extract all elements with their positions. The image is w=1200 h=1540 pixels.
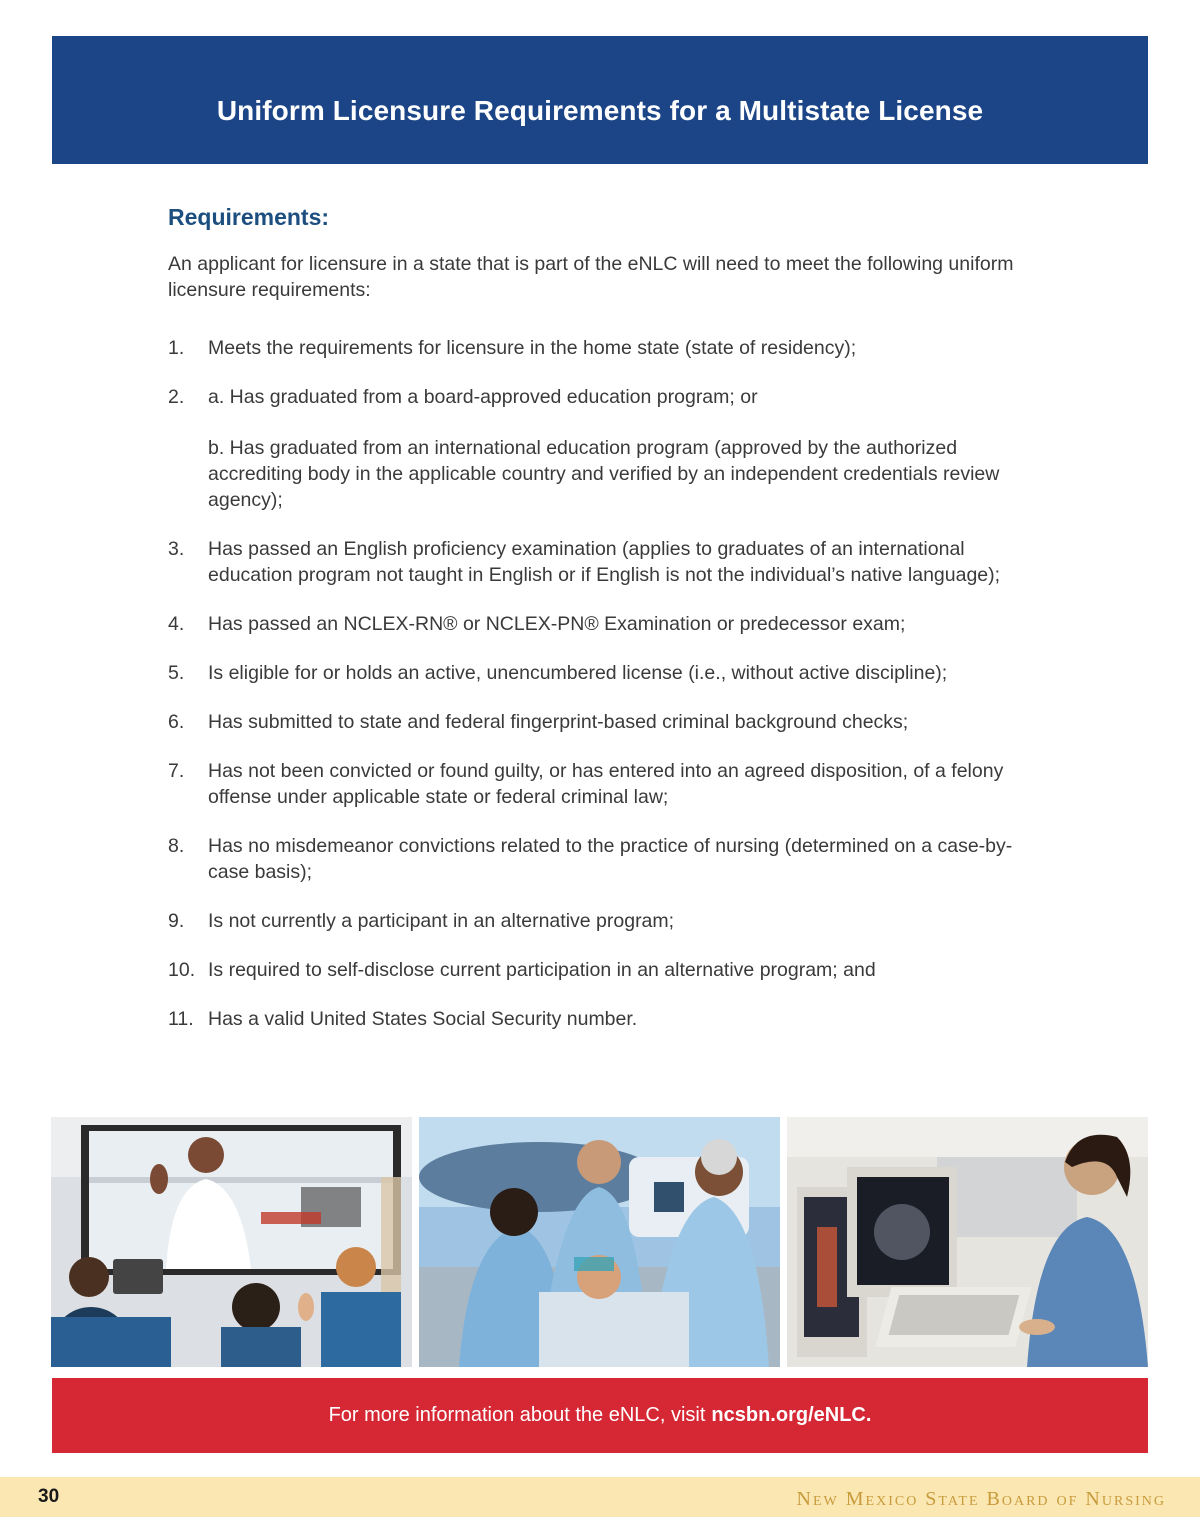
list-item <box>168 335 1048 361</box>
list-item-text: Has not been convicted or found guilty, or has entered into an agreed disposition, of a felony offense under applicable state or federal criminal law; <box>208 760 1004 808</box>
list-item <box>168 957 1048 983</box>
list-item-body <box>208 660 1048 686</box>
list-item-text: Has no misdemeanor convictions related to the practice of nursing (determined on a case-by-case basis); <box>208 835 1013 883</box>
list-item-body <box>208 536 1048 588</box>
list-item-body <box>208 833 1048 885</box>
list-item-number: 1. <box>168 337 185 359</box>
intro-paragraph: An applicant for licensure in a state that is part of the eNLC will need to meet the following uniform licensure requirements: <box>168 253 1014 301</box>
page-number: 30 <box>38 1486 60 1507</box>
list-item <box>168 611 1048 637</box>
list-item-number: 8. <box>168 835 185 857</box>
list-item <box>168 384 1048 513</box>
list-item-number: 10. <box>168 959 196 981</box>
footer-organization: New Mexico State Board of Nursing <box>796 1487 1166 1510</box>
list-item-body <box>208 908 1048 934</box>
list-item-text: Is not currently a participant in an alternative program; <box>208 910 675 932</box>
list-item-text: Is eligible for or holds an active, unencumbered license (i.e., without active discipline); <box>208 662 948 684</box>
list-item-text: b. Has graduated from an international education program (approved by the authorized accrediting body in the applicable country and verified by an independent credentials review agency); <box>208 437 1000 511</box>
list-item-text: Has submitted to state and federal fingerprint-based criminal background checks; <box>208 711 909 733</box>
ncsbn-link[interactable]: ncsbn.org/eNLC. <box>711 1404 872 1426</box>
page-title: Uniform Licensure Requirements for a Multistate License <box>216 95 984 126</box>
list-item-body <box>208 758 1048 810</box>
list-item-text: Meets the requirements for licensure in the home state (state of residency); <box>208 337 857 359</box>
list-item-number: 9. <box>168 910 185 932</box>
section-heading: Requirements: <box>168 204 330 230</box>
list-item-number: 7. <box>168 760 185 782</box>
info-text: For more information about the eNLC, visit <box>328 1404 706 1426</box>
requirements-section <box>168 204 1048 1055</box>
list-item-number: 6. <box>168 711 185 733</box>
page-footer <box>0 1477 1200 1517</box>
list-item-number: 3. <box>168 538 185 560</box>
list-item <box>168 536 1048 588</box>
list-item-body <box>208 957 1048 983</box>
list-item-text: Is required to self-disclose current participation in an alternative program; and <box>208 959 876 981</box>
list-item <box>168 758 1048 810</box>
photo-video-conference <box>51 1117 412 1367</box>
list-item-body <box>208 335 1048 361</box>
list-item-number: 11. <box>168 1008 194 1030</box>
list-item-body <box>208 611 1048 637</box>
photo-nurse-computer <box>787 1117 1148 1367</box>
photo-emergency-team <box>419 1117 780 1367</box>
list-item-number: 2. <box>168 386 185 408</box>
list-item-text: Has passed an NCLEX-RN® or NCLEX-PN® Examination or predecessor exam; <box>208 613 906 635</box>
list-item-body <box>208 384 1048 513</box>
list-item <box>168 1006 1048 1032</box>
list-item-text: Has a valid United States Social Security number. <box>208 1008 638 1030</box>
list-item-text: a. Has graduated from a board-approved education program; or <box>208 386 758 408</box>
list-item-number: 5. <box>168 662 185 684</box>
list-item <box>168 833 1048 885</box>
list-item <box>168 908 1048 934</box>
list-item-number: 4. <box>168 613 185 635</box>
title-banner <box>52 36 1148 164</box>
list-item-body <box>208 1006 1048 1032</box>
list-item-body <box>208 709 1048 735</box>
list-item-text: Has passed an English proficiency examination (applies to graduates of an international education program not taught in English or if English is not the individual’s native language); <box>208 538 1001 586</box>
list-item <box>168 709 1048 735</box>
info-bar <box>52 1378 1148 1453</box>
list-item <box>168 660 1048 686</box>
requirements-list <box>168 335 1048 1032</box>
